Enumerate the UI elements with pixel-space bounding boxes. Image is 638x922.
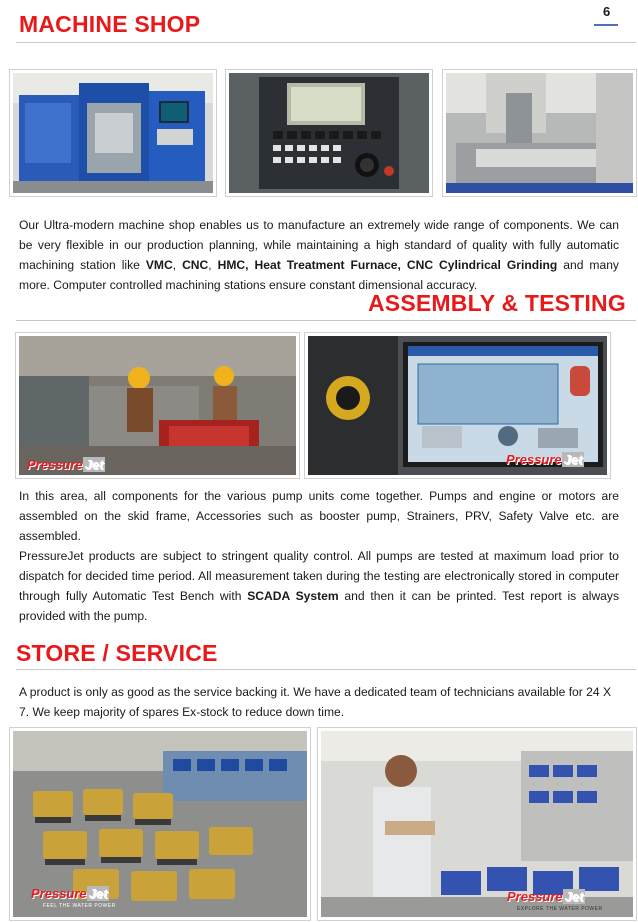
logo-pressure-4: Pressure	[507, 889, 563, 904]
logo-jet-2: Jet	[563, 452, 583, 467]
assembly-workers-image	[19, 336, 296, 475]
cnc-bold: CNC	[182, 258, 209, 272]
page-number: 6	[603, 4, 611, 19]
logo-jet-3: Jet	[88, 886, 108, 901]
cnc-control-panel-image	[229, 73, 429, 193]
assembly-testing-heading: ASSEMBLY & TESTING	[368, 290, 626, 316]
testing-photo	[305, 333, 610, 478]
machine-shop-text-lead: Our Ultra-modern machine shop enables us to manufacture an extremely wide range of components. We can be very flexible in our production planning, while maintaining a high standard of quality with fully automatic machining station like	[19, 218, 619, 272]
logo-pressure: Pressure	[27, 457, 83, 472]
pressurejet-logo-4	[507, 889, 585, 904]
logo-tagline-3: FEEL THE WATER POWER	[43, 903, 116, 909]
machine-shop-paragraph	[19, 215, 619, 295]
assembly-paragraph-1: In this area, all components for the various pump units come together. Pumps and engine or motors are assembled on the skid frame, Accessories such as booster pump, Strainers, PRV, Safety Valve etc. are assembled.	[19, 489, 619, 543]
machine-shop-photo-1	[10, 70, 216, 196]
section-divider-2	[16, 320, 636, 321]
machines-bold: HMC, Heat Treatment Furnace, CNC Cylindrical Grinding	[217, 258, 558, 272]
store-paragraph: A product is only as good as the service backing it. We have a dedicated team of technicians available for 24 X 7. We keep majority of spares Ex-stock to reduce down time.	[19, 685, 612, 719]
section-divider-3	[16, 669, 636, 670]
machine-shop-text-tail: and many more. Computer controlled machining stations ensure constant dimensional accuracy.	[19, 258, 619, 292]
assembly-paragraph	[19, 486, 619, 626]
store-photo	[10, 728, 310, 920]
pressurejet-logo	[27, 457, 105, 472]
machine-shop-heading: MACHINE SHOP	[19, 11, 201, 37]
assembly-text-lead: PressureJet products are subject to stringent quality control. All pumps are tested at maximum load prior to dispatch for decided time period. All measurement taken during the testing are electronically stored in computer through fully Automatic Test Bench with	[19, 549, 619, 603]
logo-pressure-3: Pressure	[31, 886, 87, 901]
assembly-text-tail: and then it can be printed. Test report is always provided with the pump.	[19, 589, 620, 623]
service-photo	[318, 728, 636, 920]
scada-bold: SCADA System	[247, 589, 339, 603]
pressurejet-logo-2	[506, 452, 584, 467]
machine-shop-photo-3	[443, 70, 636, 196]
logo-jet: Jet	[84, 457, 104, 472]
separator-2: ,	[208, 258, 218, 272]
logo-pressure-2: Pressure	[506, 452, 562, 467]
logo-jet-4: Jet	[564, 889, 584, 904]
store-service-heading: STORE / SERVICE	[16, 640, 218, 666]
assembly-photo	[16, 333, 299, 478]
page-number-underline	[594, 24, 618, 26]
vmc-machine-image	[13, 73, 213, 193]
section-divider	[16, 42, 636, 43]
vmc-bold: VMC	[145, 258, 173, 272]
pressurejet-logo-3	[31, 886, 109, 901]
assembly-paragraph-2	[19, 546, 619, 626]
technician-image	[321, 731, 633, 917]
logo-tagline-4: EXPLORE THE WATER POWER	[517, 906, 603, 912]
machine-shop-photo-2	[226, 70, 432, 196]
separator-1: ,	[172, 258, 183, 272]
milling-machine-image	[446, 73, 633, 193]
